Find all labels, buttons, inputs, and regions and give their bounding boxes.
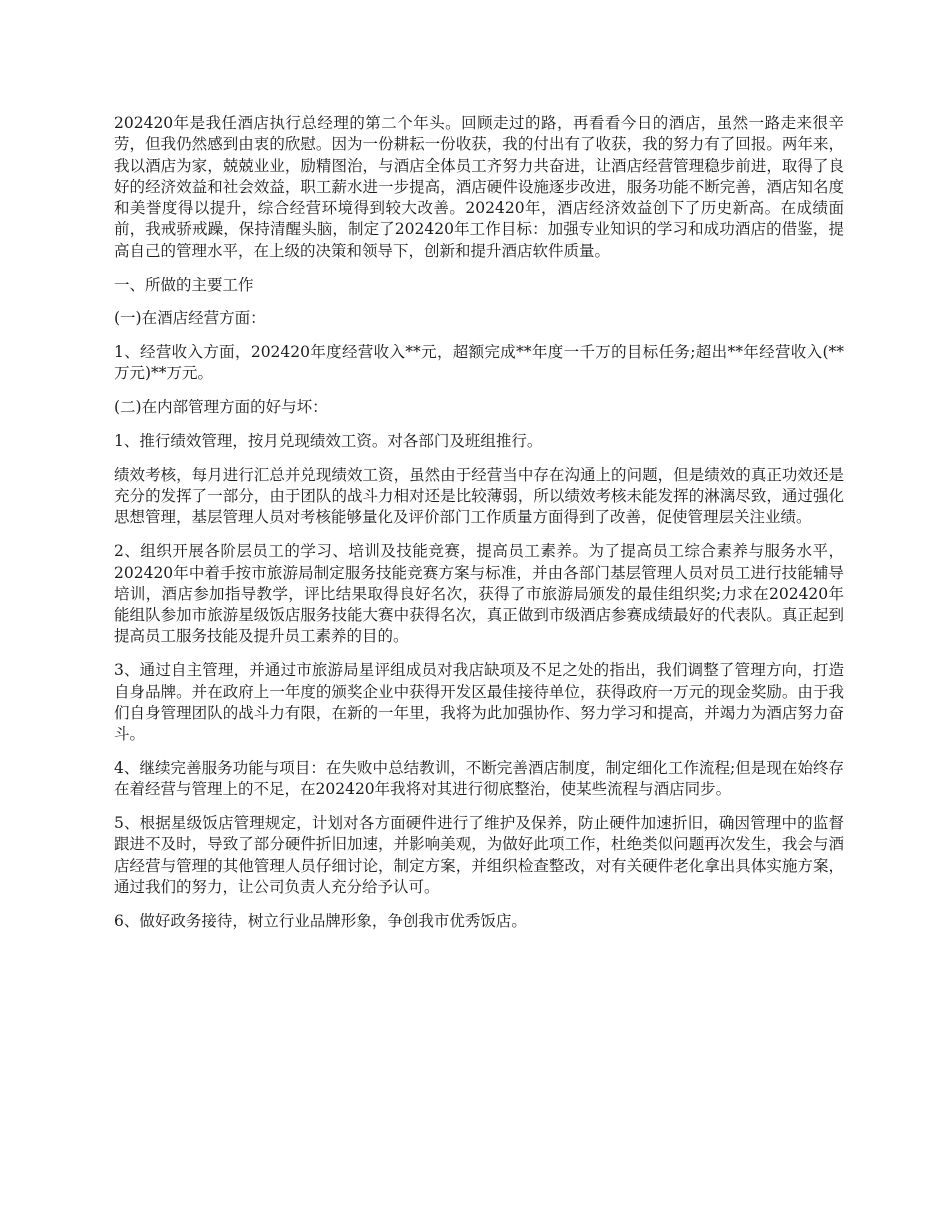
section-heading-main-work: 一、所做的主要工作 <box>114 275 254 294</box>
subsection-heading-internal-management: (二)在内部管理方面的好与坏： <box>114 398 328 417</box>
intro-paragraph: 202420年是我任酒店执行总经理的第二个年头。回顾走过的路，再看看今日的酒店，虽然一路走来很辛劳，但我仍然感到由衷的欣慰。因为一份耕耘一份收获，我的付出有了收获，我的努力有了回报。两年来，我以酒店为家，兢兢业业，励精图治，与酒店全体员工齐努力共奋进，让酒店经营管理稳步前进，取得了良好的经济效益和社会效益，职工薪水进一步提高，酒店硬件设施逐步改进，服务功能不断完善，酒店知名度和美誉度得以提升，综合经营环境得到较大改善。202420年，酒店经济效益创下了历史新高。在成绩面前，我戒骄戒躁，保持清醒头脑，制定了202420年工作目标：加强专业知识的学习和成功酒店的借鉴，提高自己的管理水平，在上级的决策和领导下，创新和提升酒店软件质量。 <box>114 114 844 260</box>
operations-item-1: 1、经营收入方面，202420年度经营收入**元，超额完成**年度一千万的目标任务;超出**年经营收入(**万元)**万元。 <box>114 343 844 383</box>
management-item-3: 3、通过自主管理，并通过市旅游局星评组成员对我店缺项及不足之处的指出，我们调整了管理方向，打造自身品牌。并在政府上一年度的颁奖企业中获得开发区最佳接待单位，获得政府一万元的现金奖励。由于我们自身管理团队的战斗力有限，在新的一年里，我将为此加强协作、努力学习和提高，并竭力为酒店努力奋斗。 <box>114 661 844 744</box>
management-item-1: 1、推行绩效管理，按月兑现绩效工资。对各部门及班组推行。 <box>114 432 543 451</box>
subsection-heading-operations: (一)在酒店经营方面： <box>114 309 266 328</box>
management-item-4: 4、继续完善服务功能与项目：在失败中总结教训，不断完善酒店制度，制定细化工作流程;但是现在始终存在着经营与管理上的不足，在202420年我将对其进行彻底整治，使某些流程与酒店同步。 <box>114 758 844 799</box>
management-item-5: 5、根据星级饭店管理规定，计划对各方面硬件进行了维护及保养，防止硬件加速折旧，确因管理中的监督跟进不及时，导致了部分硬件折旧加速，并影响美观，为做好此项工作，杜绝类似问题再次发生，我会与酒店经营与管理的其他管理人员仔细讨论，制定方案，并组织检查整改，对有关硬件老化拿出具体实施方案，通过我们的努力，让公司负责人充分给予认可。 <box>114 814 844 896</box>
management-item-2: 2、组织开展各阶层员工的学习、培训及技能竞赛，提高员工素养。为了提高员工综合素养与服务水平，202420年中着手按市旅游局制定服务技能竞赛方案与标准，并由各部门基层管理人员对员工进行技能辅导培训，酒店参加指导教学，评比结果取得良好名次，获得了市旅游局颁发的最佳组织奖;力求在202420年能组队参加市旅游星级饭店服务技能大赛中获得名次，真正做到市级酒店参赛成绩最好的代表队。真正起到提高员工服务技能及提升员工素养的目的。 <box>114 542 844 646</box>
management-item-1-detail: 绩效考核，每月进行汇总并兑现绩效工资，虽然由于经营当中存在沟通上的问题，但是绩效的真正功效还是充分的发挥了一部分，由于团队的战斗力相对还是比较薄弱，所以绩效考核未能发挥的淋漓尽致，通过强化思想管理，基层管理人员对考核能够量化及评价部门工作质量方面得到了改善，促使管理层关注业绩。 <box>114 465 844 527</box>
management-item-6: 6、做好政务接待，树立行业品牌形象，争创我市优秀饭店。 <box>114 911 527 930</box>
document-body <box>114 113 844 945</box>
